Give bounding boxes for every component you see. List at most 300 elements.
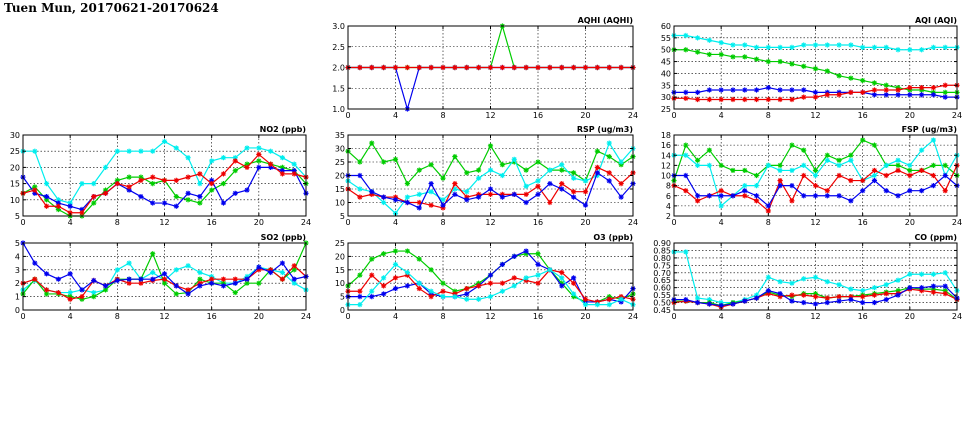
data-point — [754, 295, 759, 300]
x-tick-label: 16 — [206, 312, 217, 321]
data-point — [895, 193, 900, 198]
data-point — [848, 76, 853, 81]
data-point — [619, 195, 624, 200]
y-tick-label: 0 — [14, 306, 20, 315]
chart-title: NO2 (ppb) — [259, 125, 306, 134]
y-tick-label: 55 — [660, 33, 671, 43]
data-point — [429, 294, 434, 299]
data-point — [221, 181, 226, 186]
y-tick-label: 15 — [9, 179, 20, 189]
data-point — [884, 188, 889, 193]
data-point — [233, 290, 238, 295]
data-point — [778, 59, 783, 64]
data-point — [79, 287, 84, 292]
data-point — [209, 158, 214, 163]
x-tick-label: 0 — [345, 312, 351, 321]
x-tick-label: 16 — [857, 111, 868, 120]
data-point — [754, 97, 759, 102]
data-point — [778, 45, 783, 50]
data-point — [381, 283, 386, 288]
x-tick-label: 4 — [392, 312, 399, 321]
data-point — [789, 87, 794, 92]
data-point — [162, 271, 167, 276]
data-point — [683, 96, 688, 101]
x-tick-label: 12 — [159, 312, 170, 321]
data-point — [429, 267, 434, 272]
chart-aqi — [661, 16, 962, 120]
data-point — [559, 168, 564, 173]
x-tick-label: 4 — [392, 218, 399, 227]
data-point — [789, 61, 794, 66]
data-point — [931, 92, 936, 97]
data-point — [244, 165, 249, 170]
data-point — [943, 163, 948, 168]
data-point — [836, 294, 841, 299]
data-point — [683, 153, 688, 158]
data-point — [369, 256, 374, 261]
data-point — [836, 163, 841, 168]
data-point — [393, 197, 398, 202]
data-point — [381, 159, 386, 164]
data-point — [369, 294, 374, 299]
chart-title: FSP (ug/m3) — [901, 125, 957, 134]
data-point — [895, 278, 900, 283]
data-point — [524, 275, 529, 280]
data-point — [836, 193, 841, 198]
data-point — [405, 283, 410, 288]
data-point — [488, 294, 493, 299]
data-point — [44, 287, 49, 292]
data-point — [559, 270, 564, 275]
chart-title: AQI (AQI) — [914, 16, 957, 25]
data-point — [452, 65, 457, 70]
data-point — [825, 295, 830, 300]
data-point — [393, 262, 398, 267]
data-point — [185, 191, 190, 196]
data-point — [512, 192, 517, 197]
data-point — [707, 148, 712, 153]
y-tick-label: 3 — [14, 265, 20, 275]
data-point — [571, 65, 576, 70]
data-point — [524, 168, 529, 173]
data-point — [381, 195, 386, 200]
y-tick-label: 5 — [14, 239, 20, 248]
data-point — [452, 294, 457, 299]
data-point — [719, 163, 724, 168]
data-point — [766, 97, 771, 102]
data-point — [707, 38, 712, 43]
data-point — [943, 45, 948, 50]
y-tick-label: 8 — [665, 181, 671, 191]
data-point — [103, 165, 108, 170]
x-tick-label: 8 — [440, 111, 446, 120]
data-point — [848, 90, 853, 95]
data-point — [571, 275, 576, 280]
data-point — [619, 159, 624, 164]
data-point — [860, 294, 865, 299]
data-point — [44, 181, 49, 186]
x-tick-label: 16 — [532, 111, 544, 120]
data-point — [895, 92, 900, 97]
data-point — [789, 198, 794, 203]
data-point — [476, 168, 481, 173]
data-point — [138, 149, 143, 154]
data-point — [91, 181, 96, 186]
y-tick-label: 10 — [334, 279, 345, 289]
data-point — [185, 155, 190, 160]
x-tick-label: 8 — [765, 312, 771, 321]
x-tick-label: 20 — [904, 312, 915, 321]
x-tick-label: 0 — [345, 218, 351, 227]
x-tick-label: 8 — [114, 312, 120, 321]
chart-no2 — [10, 125, 311, 227]
data-point — [695, 193, 700, 198]
data-point — [571, 170, 576, 175]
y-tick-label: 0.45 — [653, 306, 671, 315]
data-point — [127, 261, 132, 266]
chart-co — [653, 233, 962, 321]
data-point — [405, 270, 410, 275]
y-tick-label: 5 — [339, 292, 345, 302]
data-point — [197, 181, 202, 186]
data-point — [683, 297, 688, 302]
data-point — [150, 149, 155, 154]
data-point — [801, 64, 806, 69]
data-point — [115, 267, 120, 272]
data-point — [488, 281, 493, 286]
data-point — [429, 289, 434, 294]
data-point — [233, 158, 238, 163]
data-point — [754, 198, 759, 203]
x-tick-label: 24 — [300, 312, 312, 321]
data-point — [381, 65, 386, 70]
x-tick-label: 0 — [20, 312, 26, 321]
page-title: Tuen Mun, 20170621-20170624 — [4, 1, 219, 15]
x-tick-label: 12 — [810, 111, 821, 120]
data-point — [766, 275, 771, 280]
data-point — [535, 273, 540, 278]
data-point — [754, 45, 759, 50]
data-point — [707, 87, 712, 92]
data-point — [280, 155, 285, 160]
data-point — [138, 277, 143, 282]
data-point — [559, 283, 564, 288]
data-point — [174, 178, 179, 183]
data-point — [79, 294, 84, 299]
data-point — [357, 195, 362, 200]
data-point — [848, 198, 853, 203]
x-tick-label: 24 — [627, 111, 639, 120]
x-tick-label: 4 — [67, 218, 73, 227]
data-point — [778, 183, 783, 188]
data-point — [919, 47, 924, 52]
y-tick-label: 2.5 — [332, 42, 345, 52]
data-point — [813, 275, 818, 280]
x-tick-label: 20 — [580, 218, 591, 227]
data-point — [440, 203, 445, 208]
data-point — [931, 85, 936, 90]
data-point — [825, 68, 830, 73]
chart-fsp — [661, 125, 962, 227]
data-point — [138, 194, 143, 199]
data-point — [221, 171, 226, 176]
y-tick-label: 35 — [334, 131, 345, 140]
y-tick-label: 4 — [14, 252, 20, 262]
y-tick-label: 15 — [334, 265, 345, 275]
data-point — [907, 92, 912, 97]
data-point — [393, 286, 398, 291]
data-point — [683, 47, 688, 52]
data-point — [56, 204, 61, 209]
x-tick-label: 16 — [532, 312, 544, 321]
x-tick-label: 20 — [580, 111, 591, 120]
data-point — [931, 137, 936, 142]
data-point — [836, 173, 841, 178]
x-tick-label: 8 — [765, 111, 771, 120]
data-point — [683, 249, 688, 254]
y-tick-label: 40 — [660, 69, 671, 79]
data-point — [884, 83, 889, 88]
data-point — [931, 284, 936, 289]
data-point — [185, 291, 190, 296]
data-point — [872, 178, 877, 183]
data-point — [150, 175, 155, 180]
data-point — [825, 153, 830, 158]
data-point — [801, 148, 806, 153]
data-point — [907, 188, 912, 193]
data-point — [872, 168, 877, 173]
x-tick-label: 20 — [904, 218, 915, 227]
x-tick-label: 12 — [485, 218, 496, 227]
y-tick-label: 30 — [334, 144, 345, 154]
data-point — [607, 154, 612, 159]
chart-title: AQHI (AQHI) — [577, 16, 633, 25]
data-point — [268, 162, 273, 167]
x-tick-label: 0 — [20, 218, 26, 227]
data-point — [730, 87, 735, 92]
data-point — [464, 170, 469, 175]
data-point — [707, 97, 712, 102]
data-point — [417, 65, 422, 70]
data-point — [766, 59, 771, 64]
data-point — [836, 158, 841, 163]
data-point — [789, 143, 794, 148]
data-point — [583, 297, 588, 302]
data-point — [405, 65, 410, 70]
chart-o3 — [335, 233, 638, 321]
data-point — [115, 278, 120, 283]
x-tick-label: 24 — [951, 218, 963, 227]
data-point — [500, 262, 505, 267]
data-point — [547, 181, 552, 186]
y-tick-label: 30 — [9, 131, 20, 140]
data-point — [907, 47, 912, 52]
data-point — [547, 267, 552, 272]
data-point — [44, 194, 49, 199]
data-point — [524, 200, 529, 205]
data-point — [695, 49, 700, 54]
data-point — [280, 171, 285, 176]
data-point — [825, 193, 830, 198]
data-point — [766, 163, 771, 168]
data-point — [417, 168, 422, 173]
data-point — [464, 291, 469, 296]
data-point — [571, 281, 576, 286]
data-point — [919, 285, 924, 290]
data-point — [452, 181, 457, 186]
data-point — [559, 162, 564, 167]
data-point — [357, 294, 362, 299]
data-point — [801, 42, 806, 47]
x-tick-label: 4 — [718, 312, 724, 321]
data-point — [778, 163, 783, 168]
data-point — [848, 42, 853, 47]
data-point — [476, 176, 481, 181]
data-point — [500, 289, 505, 294]
data-point — [512, 65, 517, 70]
y-tick-label: 1 — [14, 292, 20, 302]
data-point — [583, 203, 588, 208]
data-point — [369, 189, 374, 194]
data-point — [860, 300, 865, 305]
chart-title: CO (ppm) — [914, 233, 957, 242]
y-tick-label: 4 — [665, 201, 671, 211]
data-point — [836, 73, 841, 78]
chart-so2 — [15, 233, 311, 321]
data-point — [452, 154, 457, 159]
data-point — [32, 149, 37, 154]
data-point — [280, 270, 285, 275]
data-point — [778, 97, 783, 102]
data-point — [813, 193, 818, 198]
data-point — [583, 65, 588, 70]
data-point — [292, 171, 297, 176]
data-point — [244, 145, 249, 150]
x-tick-label: 24 — [627, 312, 639, 321]
data-point — [931, 45, 936, 50]
x-tick-label: 16 — [206, 218, 217, 227]
y-tick-label: 50 — [660, 45, 671, 55]
data-point — [292, 277, 297, 282]
data-point — [488, 192, 493, 197]
data-point — [381, 275, 386, 280]
data-point — [583, 178, 588, 183]
data-point — [754, 183, 759, 188]
data-point — [209, 281, 214, 286]
data-point — [766, 45, 771, 50]
y-tick-label: 5 — [339, 212, 345, 221]
data-point — [719, 87, 724, 92]
data-point — [488, 168, 493, 173]
data-point — [884, 282, 889, 287]
x-tick-label: 4 — [718, 111, 724, 120]
x-tick-label: 0 — [671, 218, 677, 227]
data-point — [742, 298, 747, 303]
y-tick-label: 2.0 — [332, 63, 345, 73]
data-point — [860, 178, 865, 183]
data-point — [256, 265, 261, 270]
data-point — [836, 92, 841, 97]
data-point — [943, 284, 948, 289]
data-point — [766, 85, 771, 90]
data-point — [919, 92, 924, 97]
y-tick-label: 0.65 — [653, 276, 671, 286]
data-point — [778, 178, 783, 183]
data-point — [233, 168, 238, 173]
data-point — [766, 288, 771, 293]
data-point — [524, 192, 529, 197]
data-point — [836, 298, 841, 303]
data-point — [91, 294, 96, 299]
data-point — [919, 168, 924, 173]
data-point — [778, 87, 783, 92]
y-tick-label: 0.60 — [653, 283, 671, 293]
data-point — [268, 149, 273, 154]
data-point — [742, 42, 747, 47]
data-point — [619, 297, 624, 302]
data-point — [860, 137, 865, 142]
data-point — [801, 163, 806, 168]
data-point — [719, 193, 724, 198]
data-point — [595, 65, 600, 70]
data-point — [103, 283, 108, 288]
data-point — [778, 279, 783, 284]
data-point — [860, 90, 865, 95]
y-tick-label: 10 — [9, 195, 20, 205]
data-point — [813, 42, 818, 47]
data-point — [535, 251, 540, 256]
data-point — [571, 291, 576, 296]
data-point — [357, 302, 362, 307]
data-point — [619, 65, 624, 70]
x-tick-label: 8 — [440, 312, 446, 321]
data-point — [280, 277, 285, 282]
data-point — [174, 267, 179, 272]
data-point — [185, 263, 190, 268]
data-point — [559, 275, 564, 280]
data-point — [381, 291, 386, 296]
data-point — [872, 300, 877, 305]
data-point — [919, 148, 924, 153]
data-point — [500, 162, 505, 167]
data-point — [476, 65, 481, 70]
data-point — [619, 181, 624, 186]
data-point — [813, 173, 818, 178]
series-0 — [671, 33, 959, 52]
data-point — [825, 300, 830, 305]
data-point — [79, 181, 84, 186]
data-point — [535, 281, 540, 286]
data-point — [535, 65, 540, 70]
data-point — [695, 158, 700, 163]
y-tick-label: 60 — [660, 22, 671, 31]
data-point — [440, 294, 445, 299]
data-point — [813, 95, 818, 100]
data-point — [825, 158, 830, 163]
data-point — [884, 173, 889, 178]
data-point — [535, 192, 540, 197]
data-point — [754, 57, 759, 62]
data-point — [280, 261, 285, 266]
x-tick-label: 20 — [253, 218, 264, 227]
data-point — [256, 145, 261, 150]
data-point — [801, 173, 806, 178]
data-point — [185, 197, 190, 202]
data-point — [197, 270, 202, 275]
data-point — [488, 65, 493, 70]
data-point — [872, 45, 877, 50]
data-point — [789, 183, 794, 188]
